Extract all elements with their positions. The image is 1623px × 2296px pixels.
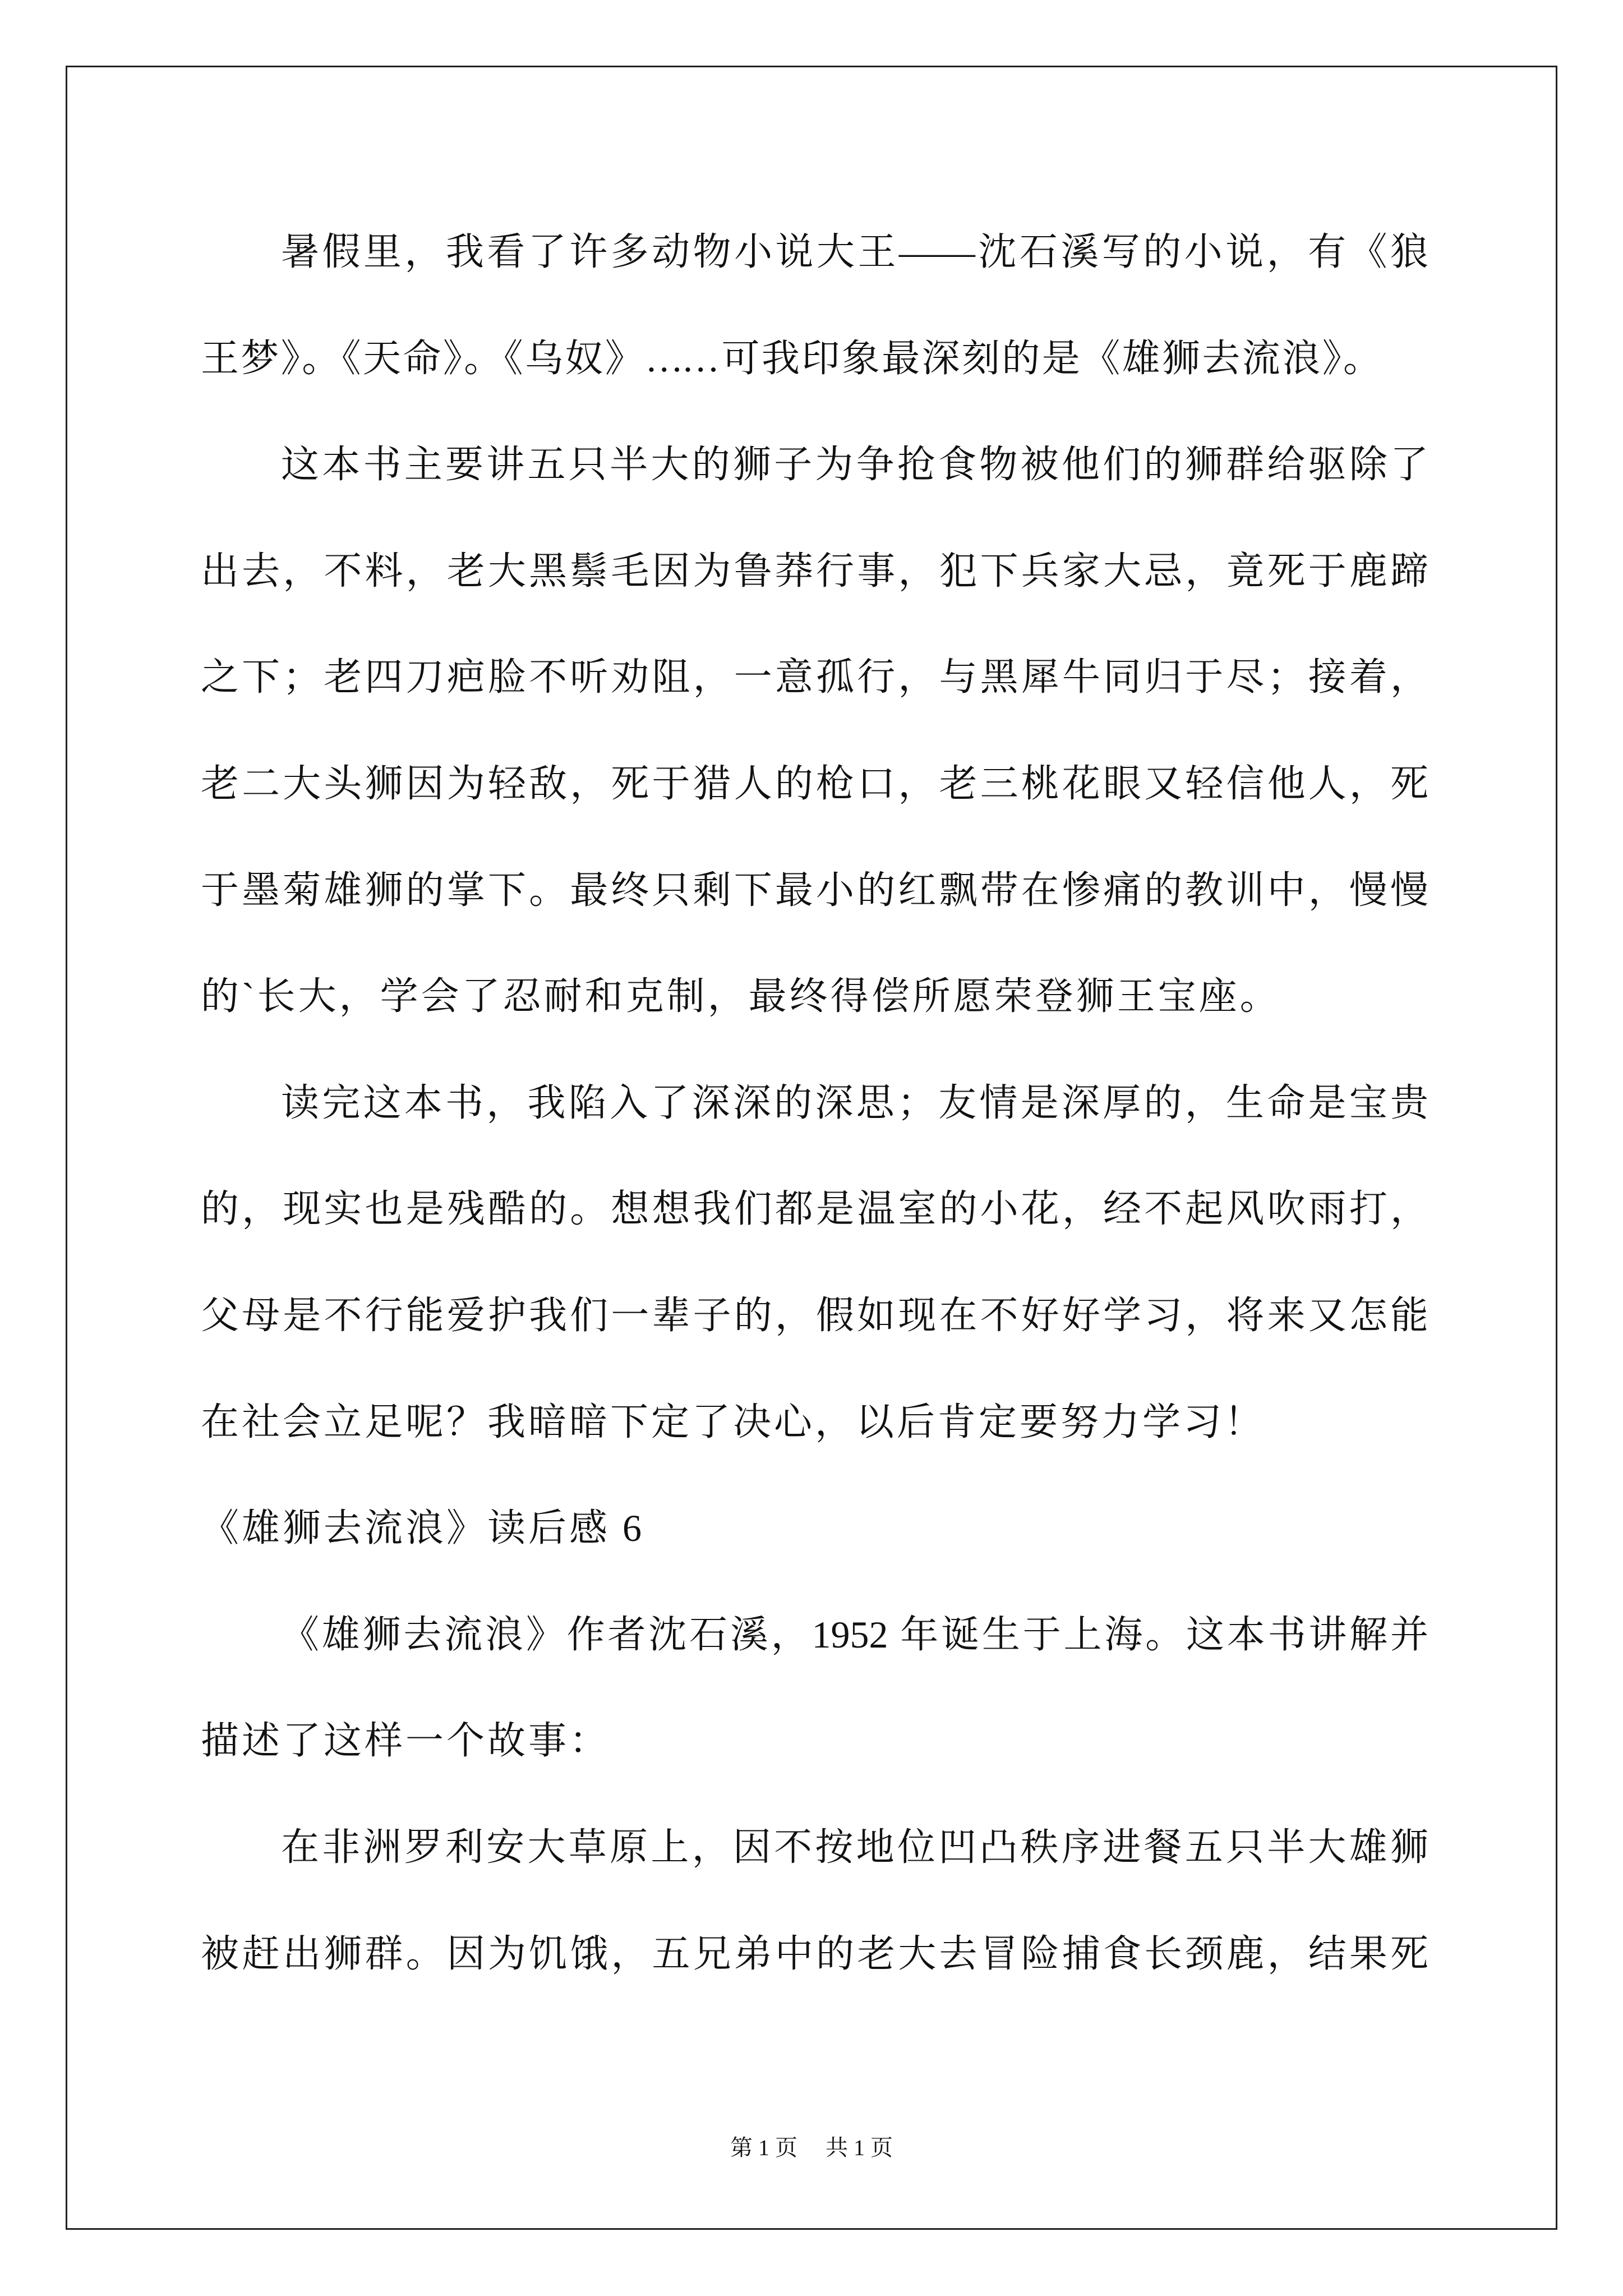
text-line: 王梦》。《天命》。《乌奴》……可我印象最深刻的是《雄狮去流浪》。 <box>201 337 1380 380</box>
section-heading: 《雄狮去流浪》读后感 6 <box>201 1507 645 1549</box>
total-pages: 共 1 页 <box>826 2135 893 2160</box>
text-line: 描述了这样一个故事： <box>201 1719 611 1762</box>
text-line: 被赶出狮群。因为饥饿，五兄弟中的老大去冒险捕食长颈鹿，结果死 <box>201 1932 1428 1975</box>
text-line: 这本书主要讲五只半大的狮子为争抢食物被他们的狮群给驱除了 <box>281 443 1428 486</box>
text-line: 暑假里，我看了许多动物小说大王——沈石溪写的小说，有《狼 <box>281 231 1428 273</box>
text-line: 在社会立足呢？我暗暗下定了决心，以后肯定要努力学习！ <box>201 1401 1266 1443</box>
text-line: 的`长大，学会了忍耐和克制，最终得偿所愿荣登狮王宝座。 <box>201 975 1281 1018</box>
page-footer <box>0 2131 1623 2165</box>
text-line: 在非洲罗利安大草原上，因不按地位凹凸秩序进餐五只半大雄狮 <box>281 1826 1428 1869</box>
page-border <box>66 66 1557 2230</box>
text-line: 老二大头狮因为轻敌，死于猎人的枪口，老三桃花眼又轻信他人，死 <box>201 762 1428 805</box>
text-line: 于墨菊雄狮的掌下。最终只剩下最小的红飘带在惨痛的教训中，慢慢 <box>201 869 1428 912</box>
text-line: 读完这本书，我陷入了深深的深思；友情是深厚的，生命是宝贵 <box>281 1082 1428 1124</box>
text-line: 《雄狮去流浪》作者沈石溪，1952 年诞生于上海。这本书讲解并 <box>281 1613 1428 1656</box>
text-line: 父母是不行能爱护我们一辈子的，假如现在不好好学习，将来又怎能 <box>201 1294 1428 1337</box>
text-line: 的，现实也是残酷的。想想我们都是温室的小花，经不起风吹雨打， <box>201 1188 1428 1230</box>
page-number: 第 1 页 <box>730 2135 797 2160</box>
text-line: 之下；老四刀疤脸不听劝阻，一意孤行，与黑犀牛同归于尽；接着， <box>201 656 1428 698</box>
text-line: 出去，不料，老大黑鬃毛因为鲁莽行事，犯下兵家大忌，竟死于鹿蹄 <box>201 550 1428 592</box>
